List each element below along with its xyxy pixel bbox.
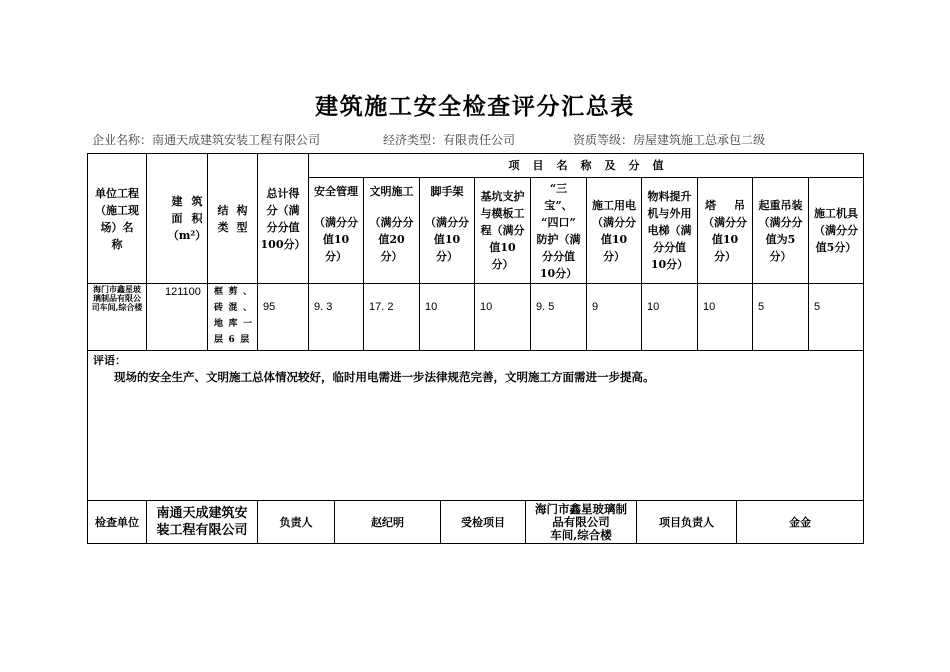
header-text-line: （满分分 bbox=[369, 215, 414, 229]
header-safety-management bbox=[308, 177, 364, 284]
header-text-line: 分） bbox=[603, 249, 625, 263]
record-text-line: 海门市鑫星玻 bbox=[93, 284, 141, 294]
header-text-line: 总计得 bbox=[266, 186, 300, 200]
header-text-line: 100分） bbox=[260, 237, 306, 251]
header-text-line: （满分分 bbox=[425, 215, 469, 229]
header-text-line: 单位工程 bbox=[95, 186, 139, 200]
header-foundation-formwork bbox=[474, 177, 531, 284]
header-text-line: 分分值 bbox=[266, 220, 300, 234]
header-text-line: （满分分 bbox=[814, 224, 858, 237]
economy-type: 经济类型：有限责任公司 bbox=[383, 133, 516, 147]
project-leader-label-text: 项目负责人 bbox=[659, 515, 714, 529]
leader-label-text: 负责人 bbox=[279, 515, 313, 529]
header-text-line: “四口” bbox=[541, 215, 576, 229]
header-text-line: 分） bbox=[714, 249, 736, 263]
header-text-line: 施工用电 bbox=[592, 198, 636, 212]
header-text-line: 安全管理 bbox=[314, 184, 358, 198]
inspector-unit-line: 南通天成建筑安 bbox=[156, 506, 248, 521]
record-text-line: 砖混、 bbox=[214, 303, 258, 313]
score-civilized-construction: 17. 2 bbox=[363, 283, 420, 351]
qualification-level: 资质等级：房屋建筑施工总承包二级 bbox=[573, 133, 766, 147]
header-text-line: 值为5 bbox=[765, 232, 796, 246]
score-scaffolding: 10 bbox=[419, 283, 475, 351]
comment-label: 评语： bbox=[93, 354, 126, 367]
header-text-line: 分） bbox=[380, 249, 403, 263]
header-text-line: 值10 bbox=[711, 232, 739, 246]
header-material-hoist-elevator bbox=[641, 177, 698, 284]
header-text-line: 10分） bbox=[650, 258, 689, 271]
header-text-line: 结构 bbox=[217, 203, 256, 217]
project-leader-label bbox=[636, 500, 737, 544]
header-building-area bbox=[146, 153, 212, 284]
header-text-line: 10分） bbox=[539, 266, 578, 280]
header-text-line: 宝”、 bbox=[544, 198, 573, 212]
header-text-line: 塔吊 bbox=[705, 198, 763, 212]
leader-name bbox=[334, 500, 441, 544]
header-text-line: 值5分） bbox=[815, 241, 857, 254]
record-text-line: 璃制品有限公 bbox=[93, 293, 141, 303]
record-building-area: 121100 bbox=[146, 283, 208, 351]
document-title: 建筑施工安全检查评分汇总表 bbox=[315, 93, 635, 120]
record-text-line: 司车间,综合楼 bbox=[91, 302, 143, 312]
leader-name-text: 赵纪明 bbox=[371, 515, 404, 529]
header-text-line: 防护（满 bbox=[536, 232, 581, 246]
header-text-line: 值10 bbox=[433, 232, 461, 246]
company-name: 企业名称：南通天成建筑安装工程有限公司 bbox=[92, 133, 321, 147]
score-safety-management: 9. 3 bbox=[308, 283, 364, 351]
header-text-line: 脚手架 bbox=[430, 184, 464, 198]
record-total-score: 95 bbox=[257, 283, 309, 351]
header-structure-type bbox=[207, 153, 258, 284]
header-text-line: 分） bbox=[769, 249, 792, 263]
header-text-line: 场）名 bbox=[100, 220, 134, 234]
score-three-treasures-four-openings: 9. 5 bbox=[530, 283, 587, 351]
inspector-unit-line: 装工程有限公司 bbox=[156, 523, 248, 538]
header-text-line: 电梯（满 bbox=[647, 224, 692, 237]
header-text-line: （满分分 bbox=[592, 215, 636, 229]
inspected-project-label-text: 受检项目 bbox=[461, 515, 505, 529]
header-text-line: （满分分 bbox=[314, 215, 358, 229]
header-text-line: 程（满分 bbox=[480, 224, 525, 237]
inspected-project-label bbox=[440, 500, 526, 544]
header-unit-name bbox=[87, 153, 147, 284]
header-text-line: 值10 bbox=[322, 232, 350, 246]
record-text-line: 层6层 bbox=[214, 335, 255, 345]
header-text-line: 与模板工 bbox=[480, 207, 525, 220]
score-material-hoist-elevator: 10 bbox=[641, 283, 698, 351]
inspector-label-text: 检查单位 bbox=[95, 515, 139, 529]
score-foundation-formwork: 10 bbox=[474, 283, 531, 351]
header-text-line: 分分值 bbox=[653, 241, 686, 254]
score-tower-crane: 10 bbox=[697, 283, 753, 351]
comment-section bbox=[87, 350, 864, 501]
header-text-line: 分分值 bbox=[542, 249, 575, 263]
inspected-project-line: 车间,综合楼 bbox=[550, 527, 612, 542]
header-scaffolding bbox=[419, 177, 475, 284]
header-text-line: 值10 bbox=[600, 232, 628, 246]
score-lifting-hoisting: 5 bbox=[752, 283, 809, 351]
header-text-line: （施工现 bbox=[95, 203, 139, 217]
comment-text: 现场的安全生产、文明施工总体情况较好，临时用电需进一步法律规范完善，文明施工方面需进一步提高。 bbox=[114, 370, 655, 384]
header-text-line: 文明施工 bbox=[369, 184, 414, 198]
header-text-line: （满分分 bbox=[758, 215, 803, 229]
score-summary-table bbox=[87, 153, 864, 544]
header-text-line: 分） bbox=[491, 258, 514, 271]
header-text-line: （m²） bbox=[167, 229, 207, 242]
inspected-project bbox=[525, 500, 637, 544]
header-text-line: 分） bbox=[436, 249, 458, 263]
header-lifting-hoisting bbox=[752, 177, 809, 284]
header-construction-electricity bbox=[586, 177, 642, 284]
header-text-line: 值10 bbox=[489, 241, 516, 254]
header-text-line: 分（满 bbox=[266, 203, 300, 217]
header-text-line: （满分分 bbox=[703, 215, 747, 229]
header-text-line: 物料提升 bbox=[647, 190, 692, 203]
header-text-line: 基坑支护 bbox=[480, 190, 525, 203]
record-structure-type bbox=[207, 283, 258, 351]
inspector-unit bbox=[146, 500, 258, 544]
record-unit-name bbox=[87, 283, 147, 351]
score-construction-electricity: 9 bbox=[586, 283, 642, 351]
project-leader-name bbox=[736, 500, 864, 544]
inspector-label bbox=[87, 500, 147, 544]
header-text-line: 起重吊装 bbox=[758, 198, 803, 212]
project-leader-name-text: 金金 bbox=[789, 515, 811, 529]
header-three-treasures-four-openings bbox=[530, 177, 587, 284]
score-construction-machinery: 5 bbox=[808, 283, 864, 351]
inspected-project-line: 品有限公司 bbox=[552, 514, 610, 529]
header-text-line: “三 bbox=[549, 181, 568, 195]
header-text-line: 值20 bbox=[378, 232, 405, 246]
header-text-line: 类型 bbox=[217, 220, 256, 234]
header-text-line: 施工机具 bbox=[814, 207, 858, 220]
record-text-line: 框剪、 bbox=[214, 287, 258, 297]
header-civilized-construction bbox=[363, 177, 420, 284]
header-tower-crane bbox=[697, 177, 763, 284]
header-total-score bbox=[257, 153, 309, 284]
header-construction-machinery bbox=[808, 177, 864, 284]
header-text-line: 建筑 bbox=[171, 195, 212, 208]
header-text-line: 面积 bbox=[171, 212, 212, 225]
leader-label bbox=[257, 500, 335, 544]
header-text-line: 分） bbox=[325, 249, 347, 263]
record-text-line: 地库一 bbox=[214, 319, 258, 329]
inspected-project-line: 海门市鑫星玻璃制 bbox=[535, 501, 627, 516]
header-items-title-text: 项目名称及分值 bbox=[508, 159, 677, 172]
header-items-title bbox=[308, 153, 864, 178]
header-text-line: 机与外用 bbox=[647, 207, 692, 220]
header-text-line: 称 bbox=[111, 237, 123, 251]
